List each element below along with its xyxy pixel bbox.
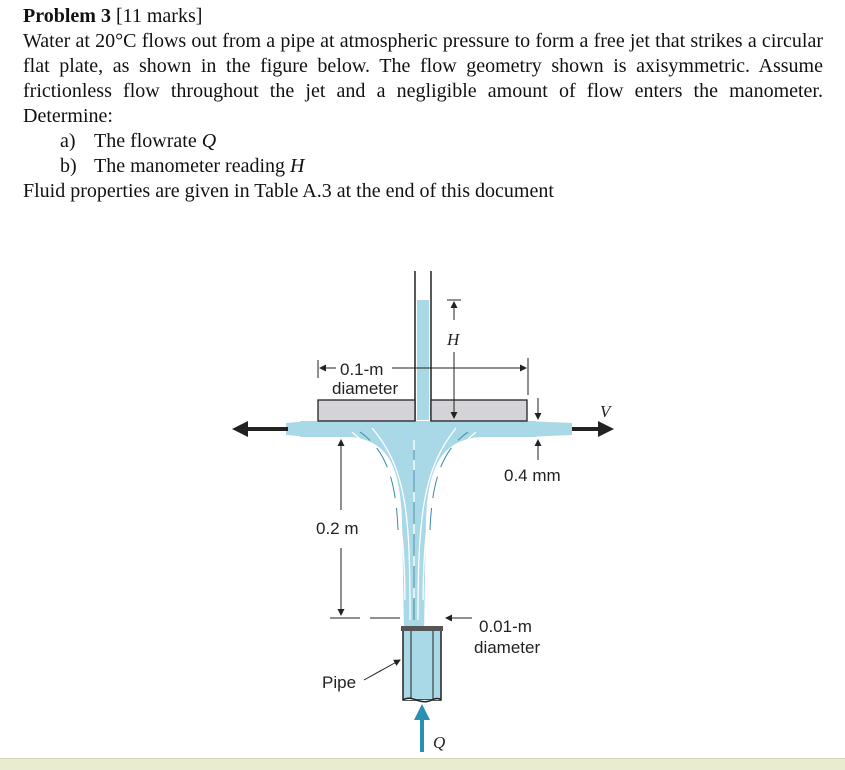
water-sheet-right [526,421,572,437]
fluid-properties-note: Fluid properties are given in Table A.3 at the end of this document [23,180,554,202]
question-label: b) [60,155,77,177]
pipe-rim [401,626,443,631]
height-label: 0.2 m [316,519,359,538]
plate-left [318,400,415,421]
problem-title: Problem 3 [23,5,111,27]
question-text: The flowrate Q [94,130,217,152]
flow-arrow-q [414,704,430,752]
pipe-diameter-label-line1: 0.01-m [479,617,532,636]
velocity-V-label: V [600,402,611,421]
manometer-H-label: H [447,330,460,349]
flow-arrow-right [572,421,614,437]
gap-label: 0.4 mm [504,466,561,485]
manometer-water [417,300,429,420]
question-variable: H [290,155,305,177]
question-text: The manometer reading H [94,155,305,177]
page-bottom-bar [0,758,845,770]
water-sheet-left [286,421,310,437]
pipe-label: Pipe [322,673,357,692]
pipe-body [403,628,441,700]
question-variable: Q [201,130,217,152]
plate-diameter-label-line2: diameter [332,379,399,398]
question-label: a) [60,130,76,152]
flow-arrow-left [232,421,288,437]
pipe-leader [364,660,400,680]
pipe-diameter-label-line2: diameter [474,638,541,657]
problem-marks: [11 marks] [115,5,203,27]
flow-Q-label: Q [433,733,446,752]
plate-diameter-label-line1: 0.1-m [340,360,384,379]
plate-right [431,400,527,421]
problem-statement: Water at 20°C flows out from a pipe at atmospheric pressure to form a free jet that strikes a circular flat plate, as shown in the figure below. The flow geometry shown is axisymmetric. Assume frictionless flow throughout the jet and a negligible amount of flow enters the manometer. Determine: [23,30,823,127]
